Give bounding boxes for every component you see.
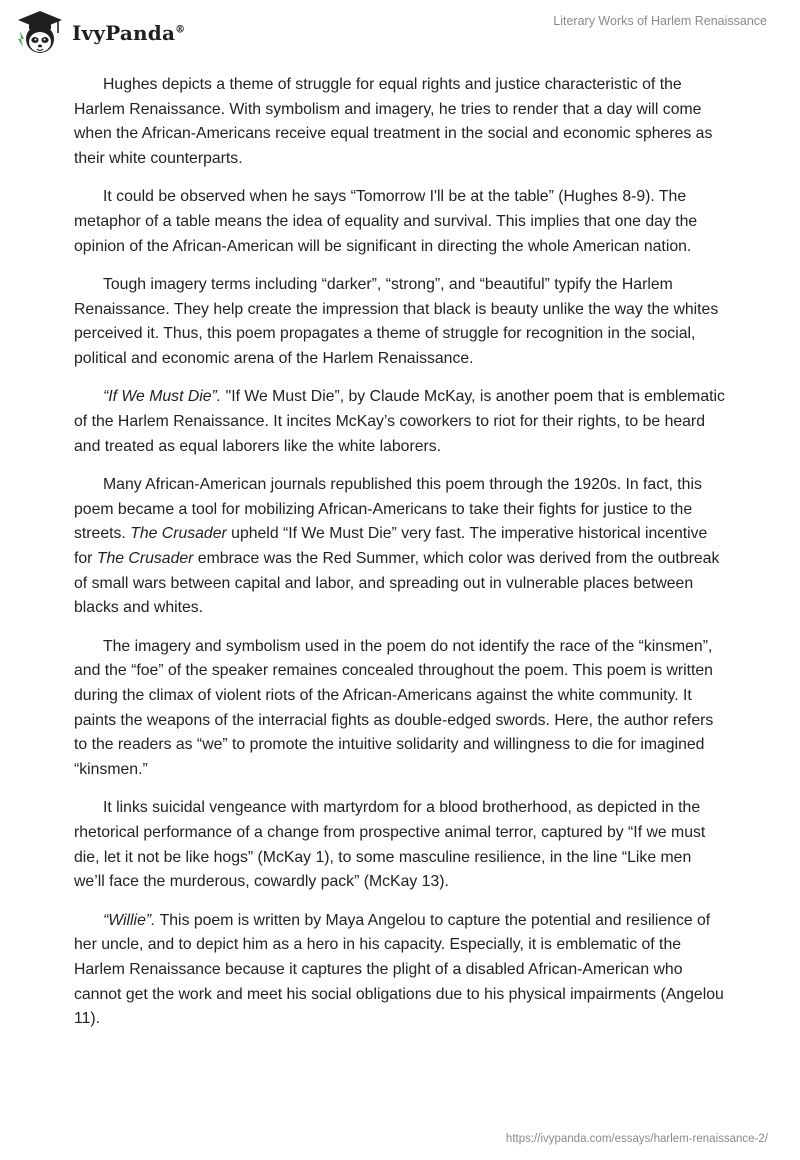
document-title: Literary Works of Harlem Renaissance [553,14,767,28]
section-heading: “Willie”. [103,911,156,929]
journal-title: The Crusader [96,549,194,567]
paragraph-text: "If We Must Die”, by Claude McKay, is another poem that is emblematic of the Harlem Renaissance. It incites McKay’s coworkers to riot for their rights, to be heard and treated as equal laborers like the white laborers. [74,388,725,455]
paragraph [74,473,726,621]
paragraph-text: embrace was the Red Summer, which color was derived from the outbreak of small wars between capital and labor, and spreading out in vulnerable places between blacks and whites. [74,549,720,617]
source-url[interactable]: https://ivypanda.com/essays/harlem-renaissance-2/ [505,1133,768,1145]
paragraph: It could be observed when he says “Tomorrow I'll be at the table” (Hughes 8-9). The metaphor of a table means the idea of equality and survival. This implies that one day the opinion of the African-American will be significant in directing the whole American nation. [74,188,698,255]
paragraph: Hughes depicts a theme of struggle for equal rights and justice characteristic of the Harlem Renaissance. With symbolism and imagery, he tries to render that a day will come when the African-Americans receive equal treatment in the social and economic spheres as their white counterparts. [74,76,713,168]
section-heading: “If We Must Die”. [103,388,222,406]
brand-logo[interactable] [14,9,185,57]
paragraph-text: Many African-American journals republished this poem through the 1920s. In fact, this poem became a tool for mobilizing African-Americans to take their fights for justice to the streets. [74,475,702,543]
paragraph-text: upheld “If We Must Die” very fast. The imperative historical incentive for [74,525,708,567]
paragraph-text: This poem is written by Maya Angelou to capture the potential and resilience of her uncle, and to depict him as a hero in his capacity. Especially, it is emblematic of the Harlem Renaissance because it captures the plight of a disabled African-American who cannot get the work and meet his social obligations due to his physical impairments (Angelou 11). [74,911,724,1028]
paragraph: The imagery and symbolism used in the poem do not identify the race of the “kinsmen”, and the “foe” of the speaker remaines concealed throughout the poem. This poem is written during the climax of violent riots of the African-Americans against the white community. It paints the weapons of the interracial fights as double-edged swords. Here, the author refers to the readers as “we” to promote the intuitive solidarity and willingness to die for imagined “kinsmen.” [74,637,714,779]
panda-graduate-icon [14,9,66,57]
paragraph [74,385,726,459]
page-header [0,0,800,70]
essay-body [74,73,726,1046]
brand-name: IvyPanda® [72,21,186,45]
journal-title: The Crusader [130,525,227,543]
paragraph: It links suicidal vengeance with martyrdom for a blood brotherhood, as depicted in the rhetorical performance of a change from prospective animal terror, captured by “If we must die, let it not be like hogs” (McKay 1), to some masculine resilience, in the line “Like men we’ll face the murderous, cowardly pack” (McKay 13). [74,799,706,891]
paragraph [74,909,726,1033]
paragraph: Tough imagery terms including “darker”, “strong”, and “beautiful” typify the Harlem Renaissance. They help create the impression that black is beauty unlike the way the whites perceived it. Thus, this poem propagates a theme of struggle for recognition in the social, political and economic arena of the Harlem Renaissance. [74,275,719,368]
